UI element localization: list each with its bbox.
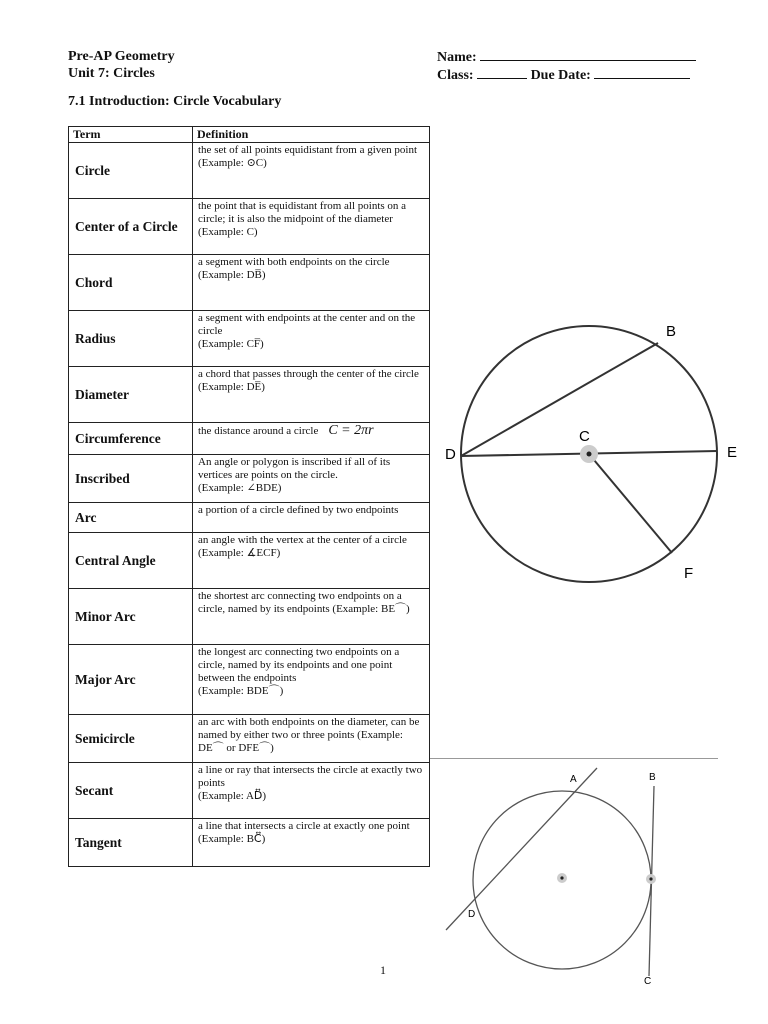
formula-text: C = 2πr (328, 423, 374, 438)
term-cell: Tangent (69, 819, 193, 867)
course-title: Pre-AP Geometry (68, 49, 175, 64)
definition-text: an arc with both endpoints on the diameter, can be named by either two or three points (Example: DE⌒ or DFE⌒) (198, 716, 420, 754)
table-header-row (69, 127, 430, 143)
point-label-a: A (570, 774, 577, 785)
term-column-header: Term (69, 127, 193, 143)
table-row (69, 255, 430, 311)
example-text: (Example: BDE⌒) (198, 685, 284, 697)
example-text: (Example: DB̅) (198, 269, 266, 281)
class-label: Class: (437, 68, 474, 83)
definition-text: the longest arc connecting two endpoints on a circle, named by its endpoints and one point between the endpoints (198, 646, 400, 684)
table-row (69, 715, 430, 763)
definition-text: an angle with the vertex at the center of a circle (198, 534, 407, 546)
definition-text: the distance around a circle (198, 425, 319, 437)
table-row (69, 503, 430, 533)
definition-text: An angle or polygon is inscribed if all of its vertices are points on the circle. (198, 456, 391, 481)
definition-cell (193, 715, 430, 763)
term-cell: Diameter (69, 367, 193, 423)
center-point (587, 452, 592, 457)
definition-cell (193, 255, 430, 311)
term-cell: Radius (69, 311, 193, 367)
point-label-c: C (644, 976, 652, 987)
name-label: Name: (437, 50, 477, 65)
term-cell: Minor Arc (69, 589, 193, 645)
definition-cell (193, 143, 430, 199)
term-cell: Chord (69, 255, 193, 311)
definition-text: the set of all points equidistant from a given point (198, 144, 418, 156)
definition-cell (193, 819, 430, 867)
term-cell: Major Arc (69, 645, 193, 715)
definition-cell (193, 533, 430, 589)
table-row (69, 143, 430, 199)
divider-line (430, 758, 718, 759)
table-row (69, 533, 430, 589)
table-row (69, 199, 430, 255)
point-label-e: E (727, 444, 738, 461)
secant-tangent-diagram (430, 760, 690, 992)
point-label-d: D (468, 909, 476, 920)
page-number: 1 (380, 963, 386, 977)
definition-cell (193, 589, 430, 645)
definition-cell (193, 455, 430, 503)
example-text: (Example: ⊙C) (198, 157, 267, 169)
example-text: (Example: ∠BDE) (198, 482, 282, 494)
term-cell: Arc (69, 503, 193, 533)
definition-text: the point that is equidistant from all points on a circle; it is also the midpoint of the diameter (Example: C) (198, 200, 407, 238)
term-cell: Circle (69, 143, 193, 199)
table-row (69, 455, 430, 503)
definition-column-header: Definition (193, 127, 430, 143)
term-cell: Secant (69, 763, 193, 819)
definition-text: a chord that passes through the center of the circle (198, 368, 419, 380)
secant-ad (446, 768, 597, 930)
table-row (69, 423, 430, 455)
course-header (68, 48, 175, 82)
name-field[interactable] (480, 48, 696, 61)
example-text: (Example: CF̅) (198, 338, 264, 350)
definition-cell (193, 423, 430, 455)
definition-cell (193, 503, 430, 533)
class-due-line (437, 66, 696, 84)
circle-diagram (436, 310, 768, 605)
example-text: (Example: AD⃡) (198, 790, 267, 802)
definition-cell (193, 199, 430, 255)
table-row (69, 589, 430, 645)
definition-cell (193, 763, 430, 819)
chord-db (461, 343, 658, 456)
table-row (69, 645, 430, 715)
example-text: (Example: DE̅) (198, 381, 265, 393)
definition-text: the shortest arc connecting two endpoints on a circle, named by its endpoints (Example: BE⌒) (198, 590, 410, 615)
point-label-b: B (649, 772, 656, 783)
table-row (69, 367, 430, 423)
term-cell: Inscribed (69, 455, 193, 503)
definition-text: a line that intersects a circle at exactly one point (Example: BC⃡) (198, 820, 410, 845)
term-cell: Central Angle (69, 533, 193, 589)
table-row (69, 311, 430, 367)
definition-cell (193, 645, 430, 715)
term-cell: Center of a Circle (69, 199, 193, 255)
due-date-field[interactable] (594, 66, 690, 79)
definition-cell (193, 311, 430, 367)
class-field[interactable] (477, 66, 527, 79)
student-info-header (437, 48, 696, 84)
definition-text: a line or ray that intersects the circle at exactly two points (198, 764, 423, 789)
section-title: 7.1 Introduction: Circle Vocabulary (68, 94, 282, 109)
point-label-c: C (579, 428, 590, 445)
term-cell: Circumference (69, 423, 193, 455)
point-label-b: B (666, 323, 677, 340)
definition-text: a portion of a circle defined by two endpoints (198, 504, 399, 516)
point-label-d: D (445, 446, 456, 463)
definition-cell (193, 367, 430, 423)
table-row (69, 763, 430, 819)
example-text: (Example: ∡ECF) (198, 547, 281, 559)
definition-text: a segment with endpoints at the center and on the circle (198, 312, 416, 337)
name-line (437, 48, 696, 66)
due-date-label: Due Date: (530, 68, 591, 83)
radius-cf (589, 454, 672, 553)
definition-text: a segment with both endpoints on the circle (198, 256, 390, 268)
table-row (69, 819, 430, 867)
center-point (560, 876, 563, 879)
tangent-point (649, 877, 652, 880)
term-cell: Semicircle (69, 715, 193, 763)
point-label-f: F (684, 565, 694, 582)
vocabulary-table (68, 126, 430, 867)
unit-title: Unit 7: Circles (68, 66, 155, 81)
